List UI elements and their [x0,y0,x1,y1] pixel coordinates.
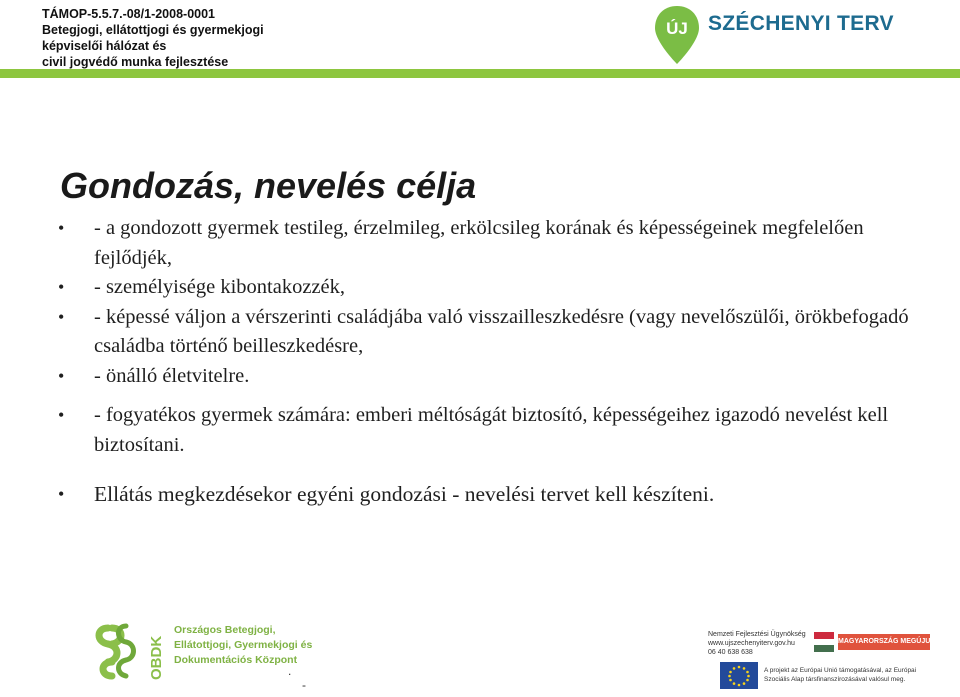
bullet-text: - képessé váljon a vérszerinti családjába való visszailleszkedésre (vagy nevelőszülői, örökbefogadó családba történő beilleszkedésre, [94,305,909,357]
location-pin-icon [652,4,702,66]
footer-mark: . [288,664,292,678]
bullet-text: - személyisége kibontakozzék, [94,276,346,298]
organization-name [174,623,312,668]
list-spacer [58,391,918,401]
bullet-marker: • [58,365,65,386]
org-line-1: Országos Betegjogi, [174,624,276,636]
slide-title: Gondozás, nevelés célja [60,165,477,206]
project-header [42,6,264,70]
hungarian-flag-icon [814,632,834,652]
bullet-text: - fogyatékos gyermek számára: emberi méltóságát biztosító, képességeihez igazodó nevelést kell biztosítani. [94,404,889,456]
list-item [58,401,918,460]
bullet-text: Ellátás megkezdésekor egyéni gondozási - nevelési tervet kell készíteni. [94,482,715,506]
hungary-renews-banner: MAGYARORSZÁG MEGÚJUL [838,634,930,650]
list-item [58,362,918,392]
list-item [58,214,918,273]
nfu-line-3: 06 40 638 638 [708,649,753,656]
project-line-3: képviselői hálózat és [42,39,167,53]
list-item [58,303,918,362]
bullet-marker: • [58,484,65,504]
footer-mark: - [302,678,306,692]
obdk-acronym: OBDK [148,635,165,680]
list-spacer [58,460,918,480]
bullet-list [58,214,918,510]
bullet-marker: • [58,277,65,297]
project-line-2: Betegjogi, ellátottjogi és gyermekjogi [42,23,264,37]
list-item [58,273,918,303]
project-line-4: civil jogvédő munka fejlesztése [42,55,229,69]
eu-funding-note [764,666,916,684]
nfu-logo-text [708,630,806,657]
eu-line-1: A projekt az Európai Unió támogatásával, az Európai [764,667,917,674]
header-divider [0,69,960,78]
org-line-2: Ellátottjogi, Gyermekjogi és [174,639,313,651]
paragraph-sign-icon [90,620,148,682]
brand-badge-text: ÚJ [666,19,688,38]
obdk-logo [90,618,313,688]
bullet-marker: • [58,306,65,327]
list-item [58,480,918,510]
szechenyi-terv-logo [652,4,952,68]
eu-line-2: Szociális Alap társfinanszírozásával valósul meg. [764,676,906,683]
nfu-line-2: www.ujszechenyiterv.gov.hu [708,640,795,647]
bullet-marker: • [58,218,65,238]
bullet-text: - a gondozott gyermek testileg, érzelmileg, erkölcsileg korának és képességeinek megfelelően fejlődjék, [94,217,864,269]
bullet-marker: • [58,405,65,425]
project-code: TÁMOP-5.5.7.-08/1-2008-0001 [42,7,216,21]
brand-name: SZÉCHENYI TERV [708,12,894,35]
nfu-line-1: Nemzeti Fejlesztési Ügynökség [708,631,806,638]
org-line-3: Dokumentációs Központ [174,654,298,666]
funding-logos [708,622,948,694]
bullet-text: - önálló életvitelre. [94,364,250,387]
eu-flag-icon [720,662,758,689]
